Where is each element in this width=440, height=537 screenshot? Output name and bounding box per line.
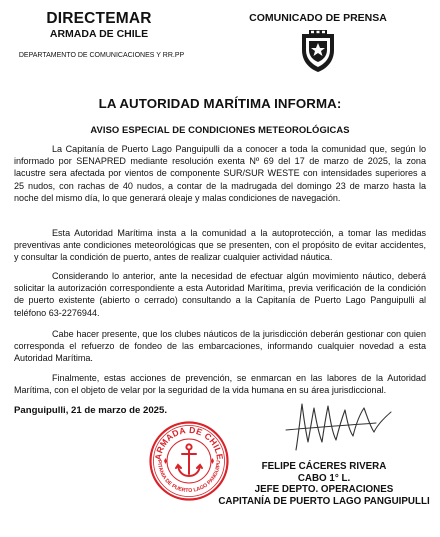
signer-position: JEFE DEPTO. OPERACIONES bbox=[254, 484, 394, 495]
stamp-text-top: ARMADA DE CHILE bbox=[152, 424, 226, 461]
signer-name: FELIPE CÁCERES RIVERA bbox=[261, 461, 387, 472]
signer-office: CAPITANÍA DE PUERTO LAGO PANGUIPULLI bbox=[218, 495, 430, 507]
handwritten-signature bbox=[226, 398, 401, 458]
body-paragraph: Cabe hacer presente, que los clubes náuticos de la jurisdicción deberán gestionar con quien corresponda el refuerzo de fondeo de las embarcaciones, informando cualquier novedad a esta Autoridad Marítima. bbox=[14, 329, 426, 364]
letterhead-left bbox=[14, 10, 184, 41]
body-paragraph: Esta Autoridad Marítima insta a la comunidad a la autoprotección, a tomar las medidas preventivas ante condiciones meteorológicas que se presenten, con el propósito de evitar accidentes, y consultar la condición de puerto, antes de realizar cualquier actividad náutica. bbox=[14, 228, 426, 263]
document-type: COMUNICADO DE PRENSA bbox=[249, 12, 387, 24]
department-name: DEPARTAMENTO DE COMUNICACIONES Y RR.PP bbox=[18, 52, 185, 59]
navy-crest-shield-icon bbox=[299, 30, 337, 74]
body-paragraph: La Capitanía de Puerto Lago Panguipulli da a conocer a toda la comunidad que, según lo informado por SENAPRED mediante resolución exenta Nº 69 del 17 de marzo de 2025, la zona lacustre sera afectada por vientos de componente SUR/SUR WESTE con intensidades superiores a 25 nudos, con rachas de 40 nudos, a contar de la madrugada del domingo 23 de marzo hasta la noche del mismo día, lo que generará oleaje y malas condiciones de navegación. bbox=[14, 144, 426, 203]
anchor-icon bbox=[176, 444, 202, 476]
org-name: DIRECTEMAR bbox=[46, 10, 152, 27]
subheadline: AVISO ESPECIAL DE CONDICIONES METEOROLÓGICAS bbox=[90, 124, 350, 135]
signer-rank: CABO 1° L. bbox=[297, 472, 351, 484]
body-paragraph: Considerando lo anterior, ante la necesidad de efectuar algún movimiento náutico, deberá solicitar la autorización correspondiente a esta Autoridad Marítima, previa verificación de la condición de puerto existente (abierto o cerrado) consultando a la Capitanía de Puerto Lago Panguipulli al teléfono 63-2276944. bbox=[14, 271, 426, 318]
stamp-text-bottom: PITANIA DE PUERTO LAGO PANGUIPU bbox=[155, 459, 223, 495]
official-stamp bbox=[148, 420, 230, 502]
headline: LA AUTORIDAD MARÍTIMA INFORMA: bbox=[98, 96, 342, 111]
signature-block bbox=[218, 461, 430, 507]
dateline: Panguipulli, 21 de marzo de 2025. bbox=[14, 405, 168, 416]
body-paragraph: Finalmente, estas acciones de prevención, se enmarcan en las labores de la Autoridad Marítima, con el objeto de velar por la seguridad de la vida humana en su área jurisdiccional. bbox=[14, 373, 426, 396]
org-subtitle: ARMADA DE CHILE bbox=[49, 28, 149, 40]
